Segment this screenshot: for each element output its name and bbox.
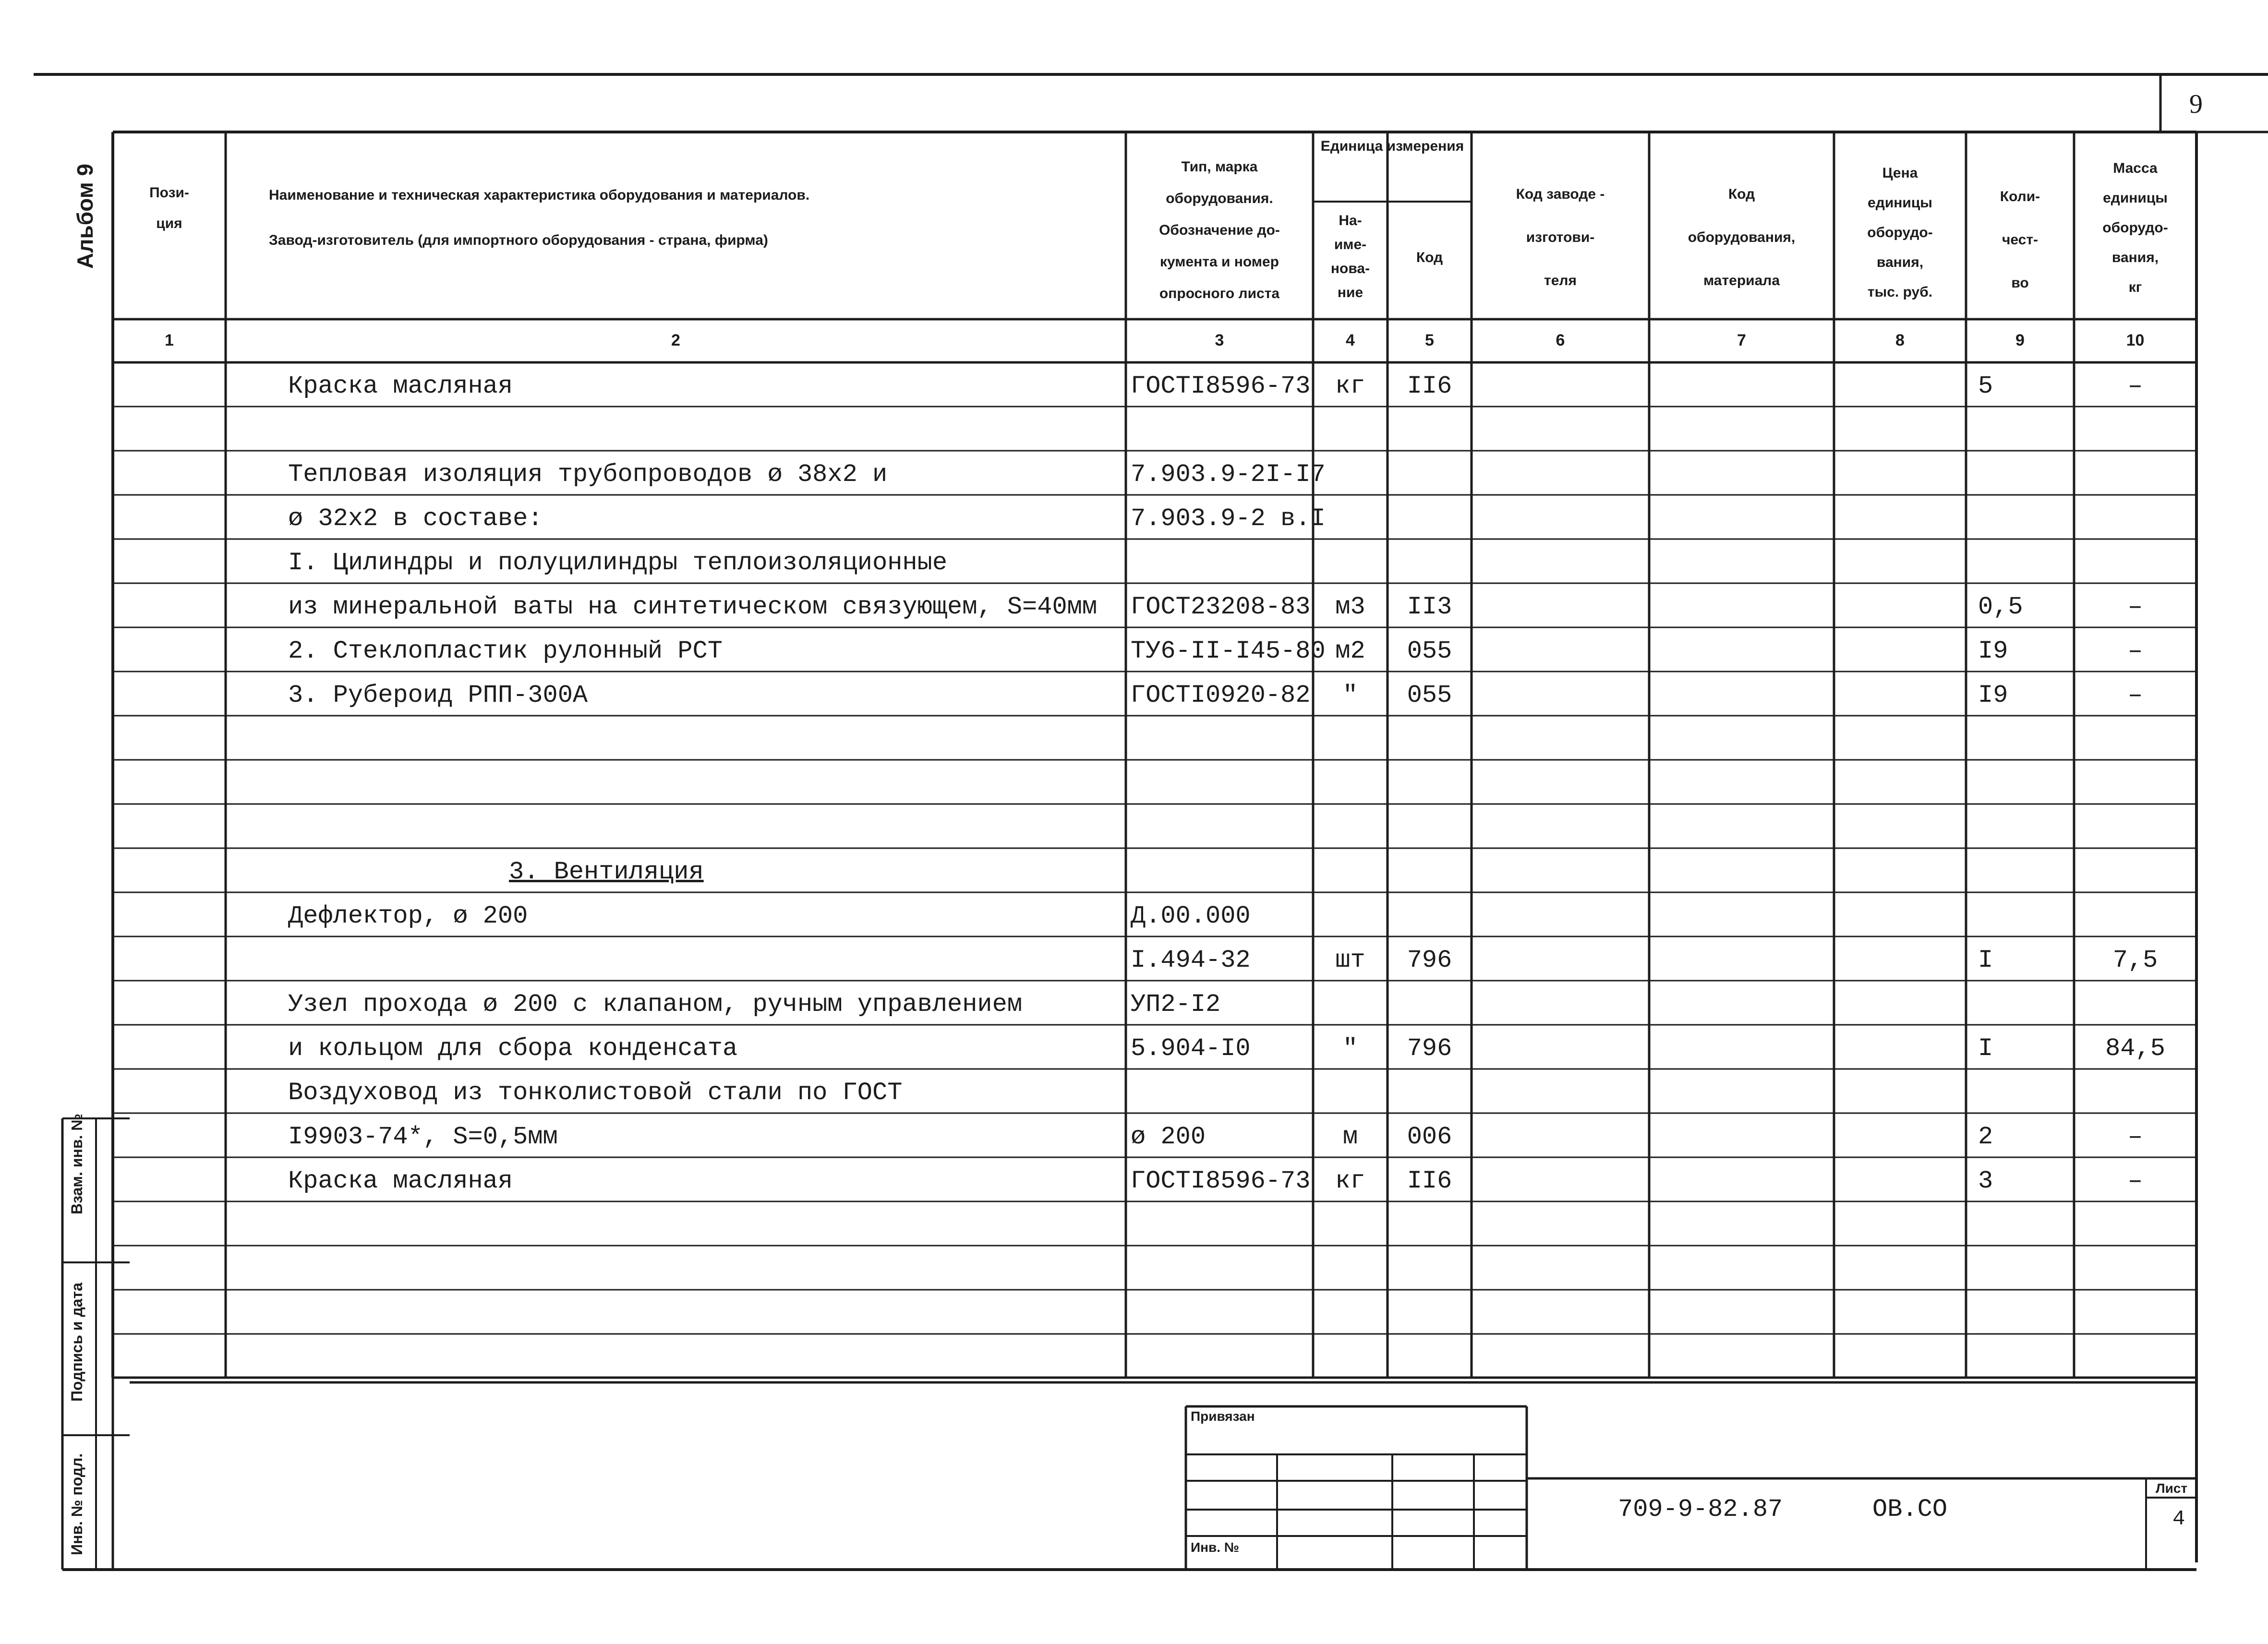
document-mark: ОВ.СО (1872, 1495, 1948, 1524)
column-number: 10 (2126, 331, 2145, 349)
item-unit: " (1342, 1034, 1358, 1063)
header-type (1126, 151, 1313, 310)
item-document: Д.00.000 (1131, 902, 1251, 930)
item-document: I.494-32 (1131, 946, 1251, 974)
header-unit-name-line: На- (1339, 213, 1362, 228)
header-unit-line: Единица измерения (1320, 138, 1464, 154)
item-unit: кг (1335, 372, 1365, 400)
item-quantity: 2 (1978, 1123, 1993, 1151)
header-equipment-code (1649, 173, 1834, 302)
header-price-line: вания, (1876, 254, 1924, 270)
stamp-inv-no: Инв. № (1191, 1540, 1240, 1555)
item-quantity: I (1978, 946, 1993, 974)
list-label: Лист (2156, 1481, 2188, 1496)
item-unit-code: 796 (1407, 946, 1452, 974)
header-price-line: Цена (1882, 165, 1918, 181)
header-name-line: Завод-изготовитель (для импортного оборудования - страна, фирма) (269, 232, 768, 248)
header-mass-line: Масса (2113, 160, 2158, 176)
column-number: 5 (1425, 331, 1434, 349)
item-mass: – (2127, 1167, 2143, 1195)
header-unit-code (1387, 242, 1472, 273)
item-mass: – (2127, 681, 2143, 709)
item-unit-code: 055 (1407, 637, 1452, 665)
item-name: Узел прохода ø 200 с клапаном, ручным управлением (288, 990, 1023, 1019)
sheet-number: 9 (2189, 89, 2203, 119)
header-mass-line: единицы (2103, 190, 2168, 206)
item-quantity: I (1978, 1034, 1993, 1063)
header-mass (2074, 154, 2196, 302)
item-mass: 84,5 (2105, 1034, 2165, 1063)
column-number: 2 (671, 331, 680, 349)
item-document: ГОСТI8596-73 (1131, 372, 1311, 400)
item-unit-code: 006 (1407, 1123, 1452, 1151)
item-unit-code: II3 (1407, 593, 1452, 621)
item-mass: – (2127, 637, 2143, 665)
column-number: 1 (165, 331, 174, 349)
item-document: ТУ6-II-I45-80 (1131, 637, 1326, 665)
header-maker-code-line: теля (1544, 273, 1577, 288)
item-document: 7.903.9-2 в.I (1131, 504, 1326, 533)
section-title: 3. Вентиляция (509, 858, 704, 886)
item-mass: – (2127, 593, 2143, 621)
column-number: 8 (1895, 331, 1905, 349)
item-document: ГОСТI8596-73 (1131, 1167, 1311, 1195)
column-number: 3 (1215, 331, 1224, 349)
item-name: I9903-74*, S=0,5мм (288, 1123, 558, 1151)
header-price (1834, 158, 1966, 307)
item-quantity: I9 (1978, 681, 2008, 709)
item-name: Воздуховод из тонколистовой стали по ГОСТ (288, 1079, 903, 1107)
item-unit: м3 (1335, 593, 1365, 621)
item-unit: м2 (1335, 637, 1365, 665)
item-unit: шт (1335, 946, 1365, 974)
item-name: и кольцом для сбора конденсата (288, 1034, 738, 1063)
header-mass-line: кг (2128, 279, 2142, 295)
header-type-line: оборудования. (1166, 191, 1273, 206)
column-number: 9 (2015, 331, 2025, 349)
item-name: Тепловая изоляция трубопроводов ø 38x2 и (288, 460, 888, 489)
item-unit-code: 055 (1407, 681, 1452, 709)
header-unit (1313, 137, 1472, 156)
column-number: 6 (1556, 331, 1565, 349)
item-unit-code: 796 (1407, 1034, 1452, 1063)
item-unit: м (1342, 1123, 1358, 1151)
item-document: ГОСТ23208-83 (1131, 593, 1311, 621)
item-document: 7.903.9-2I-I7 (1131, 460, 1326, 489)
header-name (269, 173, 1123, 263)
item-mass: – (2127, 372, 2143, 400)
header-unit-code-line: Код (1416, 250, 1443, 265)
header-position (113, 178, 226, 239)
header-type-line: кумента и номер (1159, 254, 1279, 270)
header-equipment-code-line: оборудования, (1688, 229, 1796, 245)
item-document: 5.904-I0 (1131, 1034, 1251, 1063)
header-type-line: опросного листа (1159, 286, 1280, 301)
item-quantity: 3 (1978, 1167, 1993, 1195)
column-number: 4 (1346, 331, 1355, 349)
item-quantity: 5 (1978, 372, 1993, 400)
header-type-line: Тип, марка (1181, 159, 1258, 175)
header-position-line: ция (156, 216, 182, 231)
header-type-line: Обозначение до- (1159, 222, 1280, 238)
item-unit-code: II6 (1407, 1167, 1452, 1195)
item-name: ø 32x2 в составе: (288, 504, 543, 533)
header-unit-name-line: нова- (1330, 261, 1370, 276)
item-name: Краска масляная (288, 1167, 513, 1195)
item-name: I. Цилиндры и полуцилиндры теплоизоляционные (288, 549, 948, 577)
header-unit-name (1313, 209, 1387, 305)
item-document: ø 200 (1131, 1123, 1206, 1151)
header-quantity-line: чест- (2002, 232, 2039, 248)
item-name: 3. Рубероид РПП-300А (288, 681, 588, 709)
header-name-line: Наименование и техническая характеристика оборудования и материалов. (269, 187, 810, 203)
header-price-line: тыс. руб. (1867, 284, 1933, 300)
item-quantity: 0,5 (1978, 593, 2023, 621)
item-quantity: I9 (1978, 637, 2008, 665)
album-label: Альбом 9 (72, 163, 97, 269)
header-position-line: Пози- (149, 185, 189, 201)
stamp-privyazan: Привязан (1191, 1409, 1255, 1424)
header-quantity (1966, 175, 2074, 305)
item-name: Дефлектор, ø 200 (288, 902, 528, 930)
item-unit: " (1342, 681, 1358, 709)
header-unit-name-line: име- (1334, 237, 1367, 252)
side-stamp-vzam: Взам. инв. № (68, 1114, 85, 1214)
item-document: ГОСТI0920-82 (1131, 681, 1311, 709)
side-stamp-podpis: Подпись и дата (68, 1283, 85, 1402)
header-price-line: единицы (1868, 195, 1932, 211)
header-equipment-code-line: материала (1703, 273, 1780, 288)
document-code: 709-9-82.87 (1618, 1495, 1783, 1524)
item-name: Краска масляная (288, 372, 513, 400)
header-quantity-line: во (2011, 275, 2029, 291)
item-unit: кг (1335, 1167, 1365, 1195)
item-unit-code: II6 (1407, 372, 1452, 400)
item-mass: 7,5 (2112, 946, 2158, 974)
header-mass-line: вания, (2111, 250, 2159, 265)
header-maker-code-line: Код заводе - (1516, 186, 1605, 202)
item-mass: – (2127, 1123, 2143, 1151)
header-maker-code (1472, 173, 1649, 302)
header-unit-name-line: ние (1337, 285, 1363, 300)
item-name: из минеральной ваты на синтетическом связующем, S=40мм (288, 593, 1098, 621)
list-number: 4 (2172, 1507, 2185, 1531)
header-maker-code-line: изготови- (1526, 229, 1595, 245)
header-mass-line: оборудо- (2102, 220, 2168, 236)
column-number: 7 (1737, 331, 1746, 349)
side-stamp-inv: Инв. № подл. (68, 1453, 85, 1555)
header-quantity-line: Коли- (2000, 189, 2040, 204)
header-price-line: оборудо- (1867, 225, 1933, 240)
header-equipment-code-line: Код (1728, 186, 1755, 202)
item-name: 2. Стеклопластик рулонный РСТ (288, 637, 723, 665)
item-document: УП2-I2 (1131, 990, 1221, 1019)
